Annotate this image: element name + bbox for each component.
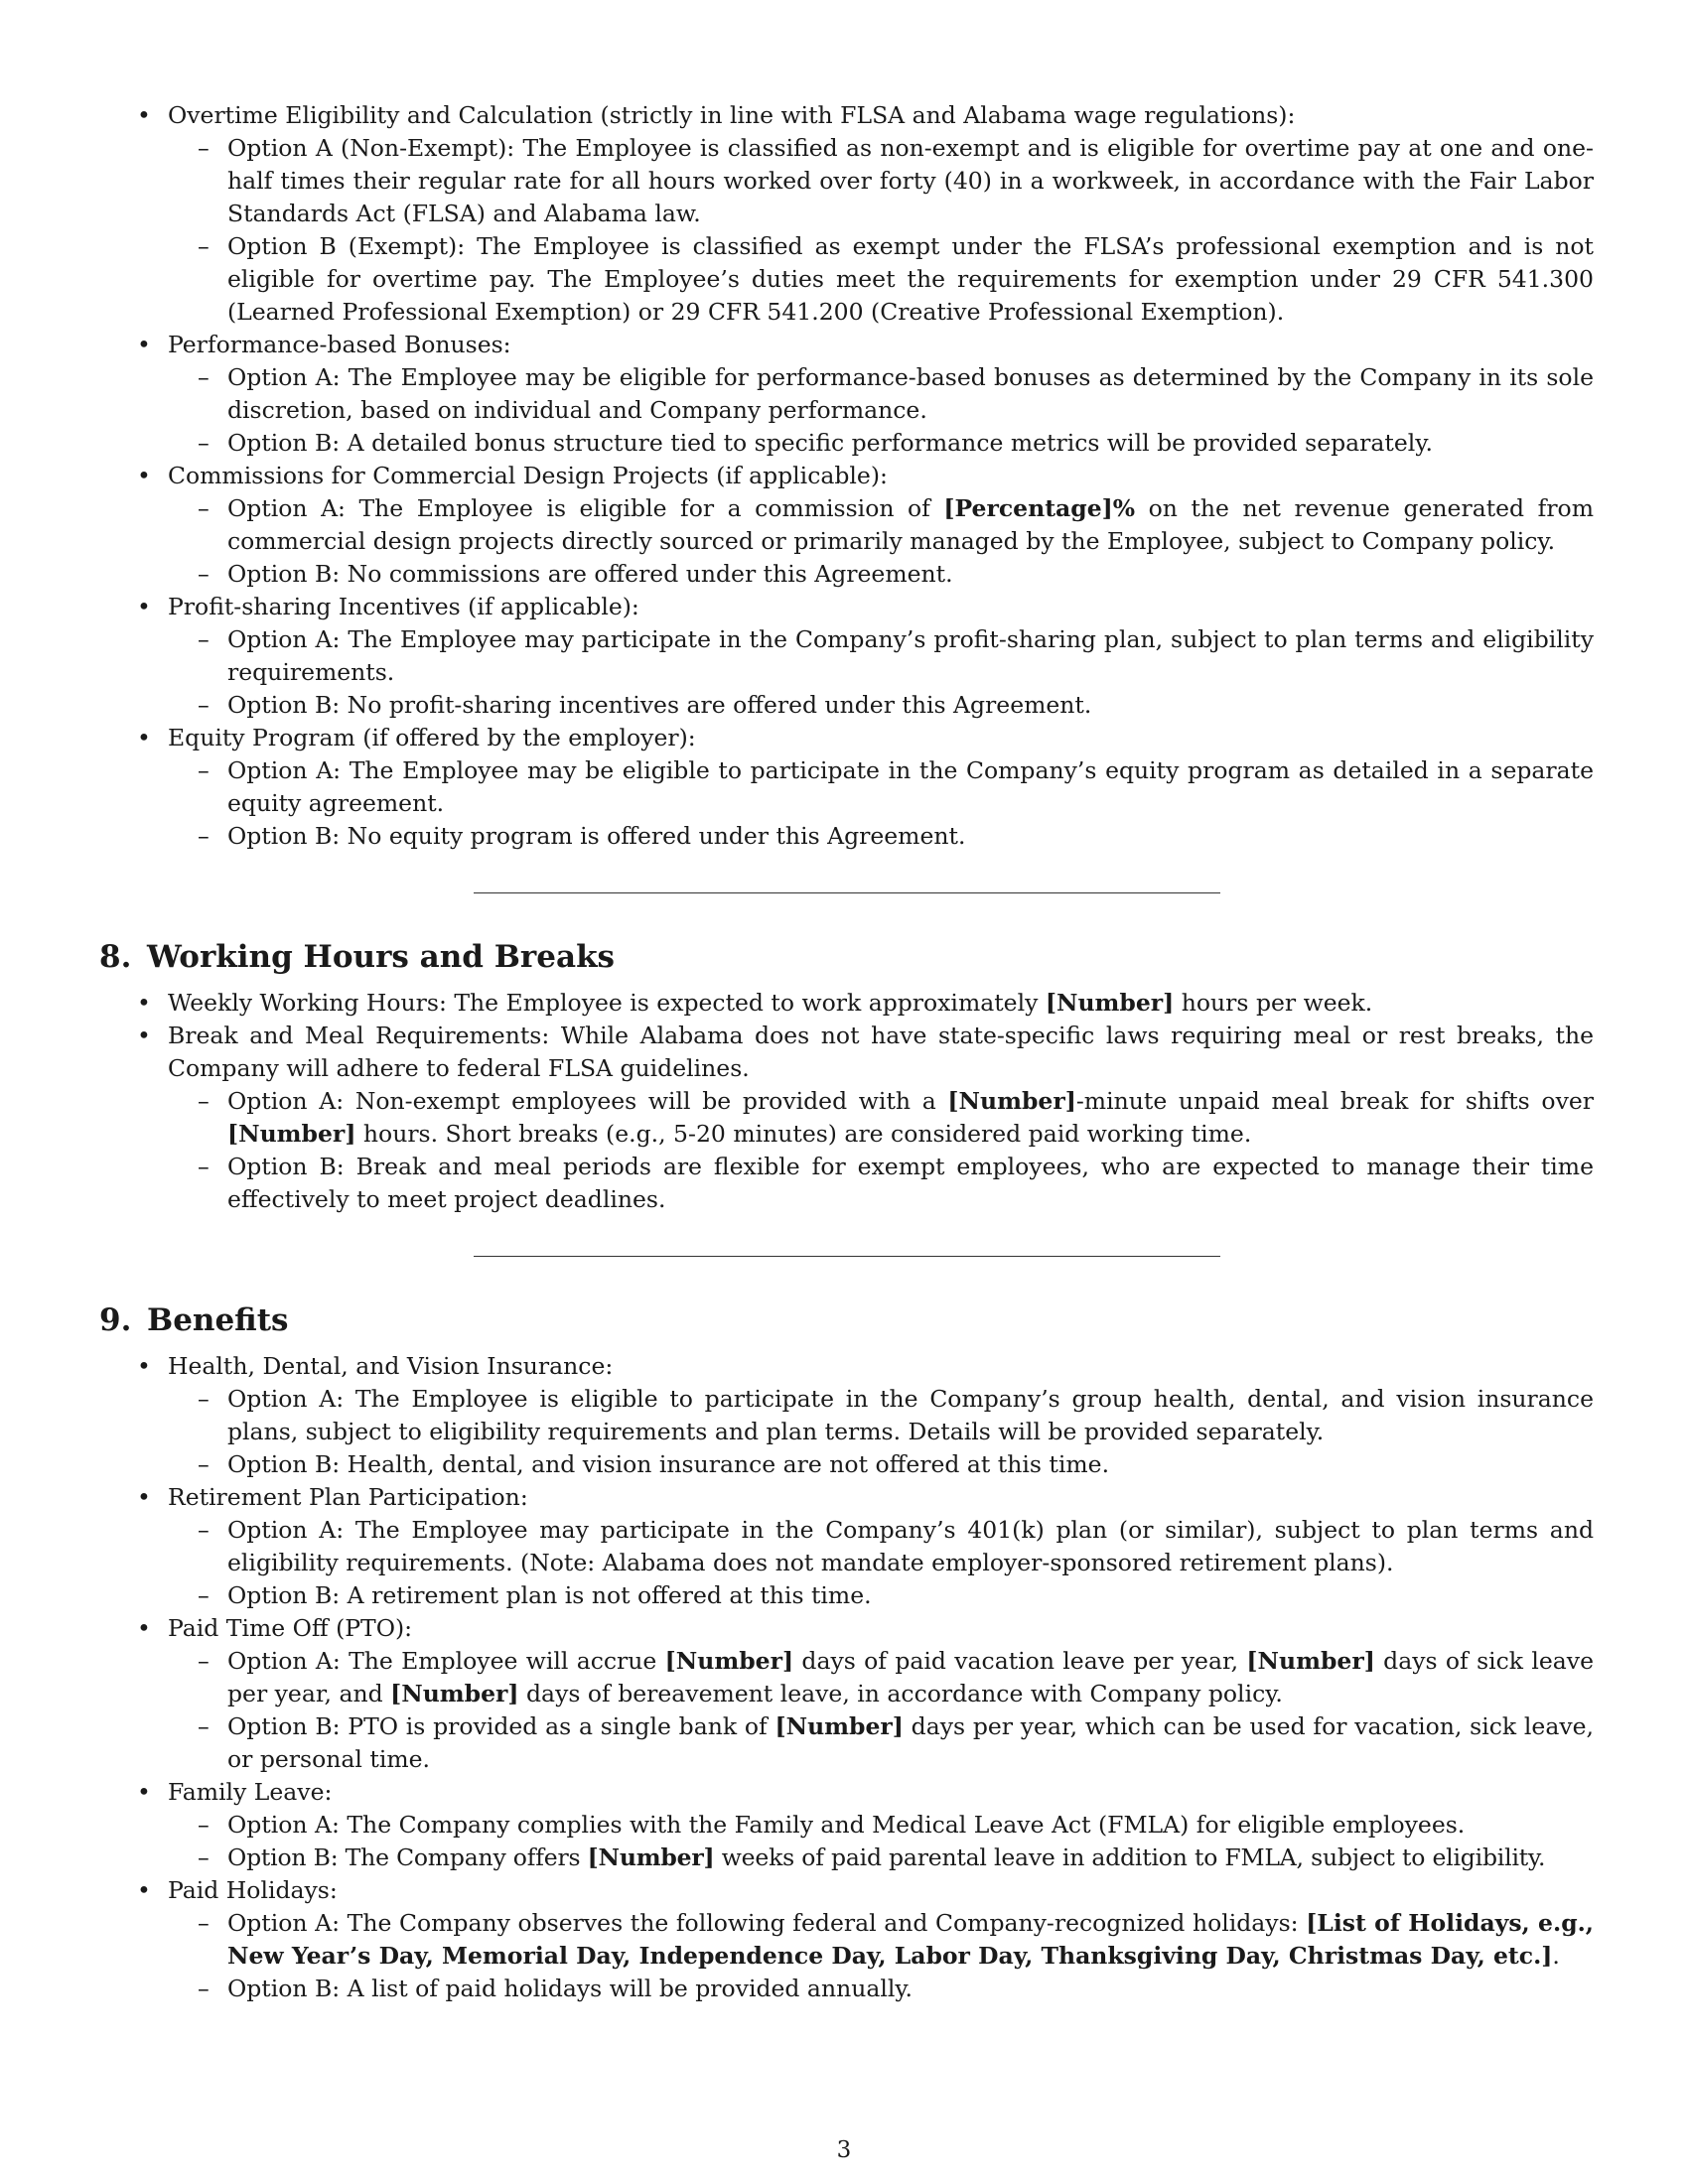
bullet-icon: • (137, 1614, 151, 1642)
dash-icon: – (198, 1909, 210, 1937)
section-number: 8. (99, 939, 132, 975)
placeholder-field: [Number] (664, 1647, 794, 1675)
dash-icon: – (198, 1975, 210, 2002)
bullet-icon: • (137, 989, 151, 1017)
option-list (168, 492, 1594, 591)
dash-icon: – (198, 1450, 210, 1478)
bullet-icon: • (137, 1876, 151, 1904)
dash-icon: – (198, 822, 210, 850)
option-list (168, 132, 1594, 329)
list-item-label: Overtime Eligibility and Calculation (strictly in line with FLSA and Alabama wage regulations): (168, 101, 1296, 129)
option-item: – Option A (Non-Exempt): The Employee is classified as non-exempt and is eligible for overtime pay at one and one-half times their regular rate for all hours worked over forty (40) in a workweek, in accordance with the Fair Labor Standards Act (FLSA) and Alabama law. (198, 134, 1594, 227)
option-list (168, 623, 1594, 722)
option-item: – Option B: Break and meal periods are flexible for exempt employees, who are expected to manage their time effectively to meet project deadlines. (198, 1153, 1594, 1213)
dash-icon: – (198, 1811, 210, 1839)
list-item-retirement (99, 1481, 1594, 1612)
dash-icon: – (198, 494, 210, 522)
option-item: – Option A: The Employee may participate in the Company’s profit-sharing plan, subject to plan terms and eligibility requirements. (198, 625, 1594, 686)
option-item: – Option B (Exempt): The Employee is classified as exempt under the FLSA’s professional exemption and is not eligible for overtime pay. The Employee’s duties meet the requirements for exemption under 29 CFR 541.300 (Learned Professional Exemption) or 29 CFR 541.200 (Creative Professional Exemption). (198, 232, 1594, 326)
option-list (168, 1514, 1594, 1612)
list-item-profit-sharing (99, 591, 1594, 722)
list-item-health (99, 1350, 1594, 1481)
section-heading-benefits (99, 1300, 1594, 1340)
placeholder-field: [Number] (1246, 1647, 1375, 1675)
section-title: Benefits (147, 1302, 289, 1338)
dash-icon: – (198, 560, 210, 588)
dash-icon: – (198, 756, 210, 784)
option-list (168, 1383, 1594, 1481)
option-list (168, 361, 1594, 460)
option-item: – Option B: PTO is provided as a single bank of [Number] days per year, which can be used for vacation, sick leave, or personal time. (198, 1712, 1594, 1773)
option-item: – Option B: No profit-sharing incentives are offered under this Agreement. (168, 689, 1594, 722)
list-item-label: Family Leave: (168, 1778, 333, 1806)
section-title: Working Hours and Breaks (147, 939, 616, 975)
option-item: – Option B: No commissions are offered under this Agreement. (168, 558, 1594, 591)
option-item: – Option B: The Company offers [Number] weeks of paid parental leave in addition to FMLA, subject to eligibility. (168, 1842, 1594, 1874)
dash-icon: – (198, 1516, 210, 1544)
placeholder-field: [Number] (1045, 989, 1175, 1017)
option-item: – Option B: A list of paid holidays will be provided annually. (168, 1973, 1594, 2005)
dash-icon: – (198, 1843, 210, 1871)
working-hours-list (99, 987, 1594, 1216)
dash-icon: – (198, 1647, 210, 1675)
option-item: – Option B: No equity program is offered under this Agreement. (168, 820, 1594, 853)
bullet-icon: • (137, 593, 151, 620)
option-item: – Option B: Health, dental, and vision insurance are not offered at this time. (168, 1448, 1594, 1481)
option-list (168, 1907, 1594, 2005)
dash-icon: – (198, 1385, 210, 1413)
placeholder-field: [Number] (587, 1843, 715, 1871)
option-item: – Option A: The Employee may participate in the Company’s 401(k) plan (or similar), subject to plan terms and eligibility requirements. (Note: Alabama does not mandate employer-sponsored retirement plans). (198, 1516, 1594, 1576)
list-item-pto (99, 1612, 1594, 1776)
option-item: – Option A: The Employee may be eligible to participate in the Company’s equity program as detailed in a separate equity agreement. (198, 756, 1594, 817)
option-list (168, 1809, 1594, 1874)
bullet-icon: • (137, 331, 151, 358)
list-item-equity (99, 722, 1594, 853)
dash-icon: – (198, 134, 210, 162)
list-item-bonuses (99, 329, 1594, 460)
bullet-icon: • (137, 462, 151, 489)
dash-icon: – (198, 429, 210, 457)
option-item: – Option A: The Employee is eligible for a commission of [Percentage]% on the net revenue generated from commercial design projects directly sourced or primarily managed by the Employee, subject to Company policy. (198, 494, 1594, 555)
page-number: 3 (836, 2137, 852, 2163)
dash-icon: – (198, 363, 210, 391)
option-item: – Option A: The Employee may be eligible for performance-based bonuses as determined by the Company in its sole discretion, based on individual and Company performance. (198, 363, 1594, 424)
placeholder-field: [Percentage]% (943, 494, 1136, 522)
bullet-icon: • (137, 1352, 151, 1380)
placeholder-field: [Number] (390, 1680, 519, 1707)
dash-icon: – (198, 1581, 210, 1609)
placeholder-field: [Number] (774, 1712, 904, 1740)
section-divider (474, 1256, 1220, 1257)
dash-icon: – (198, 1712, 210, 1740)
dash-icon: – (198, 1087, 210, 1115)
list-item-label: Break and Meal Requirements: While Alabama does not have state-specific laws requiring meal or rest breaks, the Company will adhere to federal FLSA guidelines. (168, 1022, 1594, 1082)
list-item-label: Paid Holidays: (168, 1876, 338, 1904)
list-item-label: Commissions for Commercial Design Projects (if applicable): (168, 462, 888, 489)
placeholder-field: [List of Holidays, e.g., New Year’s Day, Memorial Day, Independence Day, Labor Day, Thanksgiving Day, Christmas Day, etc.] (227, 1909, 1594, 1970)
list-item-label: Profit-sharing Incentives (if applicable): (168, 593, 639, 620)
list-item-label: Equity Program (if offered by the employer): (168, 724, 696, 751)
bullet-icon: • (137, 1483, 151, 1511)
option-list (168, 1085, 1594, 1216)
placeholder-field: [Number] (227, 1120, 356, 1148)
list-item-label: Retirement Plan Participation: (168, 1483, 528, 1511)
bullet-icon: • (137, 724, 151, 751)
option-item: – Option A: The Employee is eligible to participate in the Company’s group health, dental, and vision insurance plans, subject to eligibility requirements and plan terms. Details will be provided separately. (198, 1385, 1594, 1445)
dash-icon: – (198, 232, 210, 260)
list-item-commissions (99, 460, 1594, 591)
bullet-icon: • (137, 1778, 151, 1806)
list-item-label: Health, Dental, and Vision Insurance: (168, 1352, 614, 1380)
dash-icon: – (198, 691, 210, 719)
dash-icon: – (198, 1153, 210, 1180)
list-item-holidays (99, 1874, 1594, 2005)
placeholder-field: [Number] (947, 1087, 1076, 1115)
option-list (168, 1645, 1594, 1776)
option-item: – Option B: A retirement plan is not offered at this time. (168, 1579, 1594, 1612)
option-item: – Option A: The Company observes the following federal and Company-recognized holidays: [List of Holidays, e.g., New Year’s Day, Memorial Day, Independence Day, Labor Day, Thanksgiving Day, Christmas Day, etc.]. (198, 1909, 1594, 1970)
option-list (168, 754, 1594, 853)
option-item: – Option B: A detailed bonus structure tied to specific performance metrics will be provided separately. (168, 427, 1594, 460)
section-heading-working-hours (99, 937, 1594, 977)
dash-icon: – (198, 625, 210, 653)
section-number: 9. (99, 1302, 132, 1338)
bullet-icon: • (137, 1022, 151, 1049)
section-divider (474, 892, 1220, 893)
list-item-label: Paid Time Off (PTO): (168, 1614, 413, 1642)
list-item-label: Performance-based Bonuses: (168, 331, 511, 358)
list-item-breaks (99, 1020, 1594, 1216)
list-item-family-leave (99, 1776, 1594, 1874)
bullet-icon: • (137, 101, 151, 129)
option-item: – Option A: Non-exempt employees will be provided with a [Number]-minute unpaid meal break for shifts over [Number] hours. Short breaks (e.g., 5-20 minutes) are considered paid working time. (198, 1087, 1594, 1148)
list-item-overtime (99, 99, 1594, 329)
compensation-list (99, 99, 1594, 853)
benefits-list (99, 1350, 1594, 2005)
list-item-weekly-hours: • Weekly Working Hours: The Employee is expected to work approximately [Number] hours per week. (99, 987, 1594, 1020)
page-content (99, 99, 1594, 2005)
option-item: – Option A: The Employee will accrue [Number] days of paid vacation leave per year, [Number] days of sick leave per year, and [Number] days of bereavement leave, in accordance with Company policy. (198, 1647, 1594, 1707)
option-item: – Option A: The Company complies with the Family and Medical Leave Act (FMLA) for eligible employees. (168, 1809, 1594, 1842)
